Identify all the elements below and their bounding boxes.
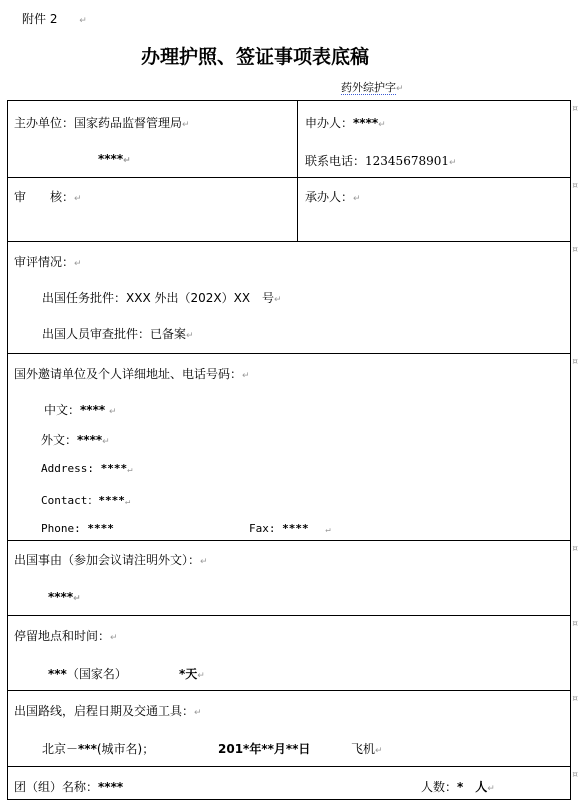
document-subtitle-text: 药外综护字 bbox=[341, 81, 396, 94]
invite-phone bbox=[41, 522, 114, 535]
phone-label: 联系电话： bbox=[305, 154, 366, 168]
invite-contact-label: Contact： bbox=[41, 494, 99, 507]
sponsor-stars bbox=[98, 152, 131, 166]
reason-label bbox=[14, 551, 208, 568]
return-mark: ↵ bbox=[375, 746, 383, 756]
invite-phone-value: **** bbox=[87, 522, 114, 535]
people-field bbox=[421, 778, 495, 795]
route-label-text: 出国路线，启程日期及交通工具： bbox=[14, 704, 195, 718]
row-end-mark: ¤ bbox=[572, 544, 578, 554]
invite-foreign bbox=[41, 431, 110, 448]
row-divider bbox=[7, 241, 571, 242]
sponsor-stars-text: **** bbox=[98, 152, 124, 166]
invite-foreign-value: **** bbox=[77, 433, 103, 447]
reason-value-text: **** bbox=[48, 590, 74, 604]
document-subtitle bbox=[341, 79, 404, 95]
sponsor-label: 主办单位： bbox=[14, 116, 75, 130]
group-field bbox=[14, 778, 123, 795]
sponsor-value: 国家药品监督管理局 bbox=[74, 116, 183, 130]
applicant-field bbox=[305, 114, 386, 131]
review-field bbox=[14, 188, 82, 205]
return-mark: ↵ bbox=[182, 120, 190, 130]
group-label: 团（组）名称： bbox=[14, 780, 99, 794]
invite-chinese bbox=[44, 401, 117, 418]
return-mark: ↵ bbox=[110, 633, 118, 643]
invite-address-value: **** bbox=[100, 462, 128, 475]
phone-value: 12345678901 bbox=[365, 154, 449, 168]
group-value: **** bbox=[98, 780, 124, 794]
return-mark: ↵ bbox=[124, 497, 131, 507]
document-title-text: 办理护照、签证事项表底稿 bbox=[141, 46, 370, 68]
row-divider bbox=[7, 177, 571, 178]
route-date bbox=[218, 740, 310, 757]
stay-label-text: 停留地点和时间： bbox=[14, 629, 111, 643]
row-end-mark: ¤ bbox=[572, 694, 578, 704]
attachment-text: 附件 2 bbox=[22, 12, 58, 26]
table-border-bottom bbox=[7, 799, 571, 800]
stay-country-hint: （国家名） bbox=[66, 667, 127, 681]
table-border-left bbox=[7, 100, 8, 800]
return-mark: ↵ bbox=[127, 465, 133, 475]
row-end-mark: ¤ bbox=[572, 619, 578, 629]
handler-label: 承办人： bbox=[305, 190, 354, 204]
invite-chinese-value: **** bbox=[80, 403, 106, 417]
handler-field bbox=[305, 188, 361, 205]
table-border-right bbox=[570, 100, 571, 800]
route-city-hint: (城市名)； bbox=[96, 742, 155, 756]
invite-address bbox=[41, 462, 133, 475]
return-mark: ↵ bbox=[123, 156, 131, 166]
invite-contact bbox=[41, 492, 130, 508]
return-mark: ↵ bbox=[487, 784, 495, 794]
row-end-mark: ¤ bbox=[572, 104, 578, 114]
return-mark: ↵ bbox=[197, 671, 205, 681]
invite-chinese-label: 中文： bbox=[44, 403, 81, 417]
task-approval bbox=[42, 289, 282, 306]
return-mark: ↵ bbox=[449, 158, 457, 168]
stay-country-stars: *** bbox=[48, 667, 67, 681]
return-mark: ↵ bbox=[242, 371, 250, 381]
return-mark: ↵ bbox=[194, 708, 202, 718]
review-label: 审 核： bbox=[14, 190, 75, 204]
return-mark: ↵ bbox=[79, 16, 87, 26]
invite-contact-value: **** bbox=[98, 494, 125, 507]
return-mark: ↵ bbox=[378, 120, 386, 130]
row-end-mark: ¤ bbox=[572, 357, 578, 367]
reason-value bbox=[48, 590, 81, 604]
route-origin bbox=[42, 740, 154, 757]
route-label bbox=[14, 702, 202, 719]
route-city-stars: *** bbox=[78, 742, 97, 756]
evaluation-label bbox=[14, 253, 82, 270]
route-from: 北京－ bbox=[42, 742, 79, 756]
return-mark: ↵ bbox=[200, 557, 208, 567]
return-mark: ↵ bbox=[108, 407, 117, 417]
return-mark: ↵ bbox=[396, 84, 404, 94]
people-label: 人数： bbox=[421, 780, 458, 794]
invite-address-label: Address: bbox=[41, 462, 94, 475]
row-divider bbox=[7, 615, 571, 616]
stay-days bbox=[179, 665, 205, 682]
table-column-divider bbox=[297, 100, 298, 241]
staff-review bbox=[42, 325, 194, 342]
invite-foreign-label: 外文： bbox=[41, 433, 78, 447]
invite-fax-value: **** bbox=[282, 522, 309, 535]
applicant-label: 申办人： bbox=[305, 116, 354, 130]
attachment-label bbox=[22, 10, 87, 27]
route-transport bbox=[351, 740, 383, 757]
applicant-value: **** bbox=[353, 116, 379, 130]
phone-field bbox=[305, 152, 457, 169]
return-mark: ↵ bbox=[353, 194, 361, 204]
row-divider bbox=[7, 766, 571, 767]
row-divider bbox=[7, 353, 571, 354]
sponsor-field bbox=[14, 114, 190, 131]
return-mark: ↵ bbox=[274, 295, 282, 305]
row-end-mark: ¤ bbox=[572, 181, 578, 191]
return-mark: ↵ bbox=[325, 525, 331, 535]
route-date-text: 201*年**月**日 bbox=[218, 742, 311, 756]
invite-fax-label: Fax: bbox=[249, 522, 276, 535]
return-mark: ↵ bbox=[74, 259, 82, 269]
return-mark: ↵ bbox=[74, 194, 82, 204]
people-value: * 人 bbox=[457, 780, 488, 794]
row-end-mark: ¤ bbox=[572, 245, 578, 255]
invite-fax bbox=[249, 522, 331, 535]
invite-phone-label: Phone: bbox=[41, 522, 81, 535]
invite-label-text: 国外邀请单位及个人详细地址、电话号码： bbox=[14, 367, 243, 381]
stay-label bbox=[14, 627, 118, 644]
table-border-top bbox=[7, 100, 571, 101]
return-mark: ↵ bbox=[186, 331, 194, 341]
row-divider bbox=[7, 690, 571, 691]
task-approval-text: 出国任务批件：XXX 外出（202X）XX 号 bbox=[42, 291, 275, 305]
document-title bbox=[141, 42, 369, 69]
return-mark: ↵ bbox=[102, 437, 110, 447]
stay-days-text: *天 bbox=[179, 667, 198, 681]
row-end-mark: ¤ bbox=[572, 770, 578, 780]
row-divider bbox=[7, 540, 571, 541]
reason-label-text: 出国事由（参加会议请注明外文）： bbox=[14, 553, 201, 567]
stay-country bbox=[48, 665, 127, 682]
return-mark: ↵ bbox=[73, 594, 81, 604]
invite-label bbox=[14, 365, 250, 382]
route-transport-text: 飞机 bbox=[351, 742, 376, 756]
evaluation-label-text: 审评情况： bbox=[14, 255, 75, 269]
staff-review-text: 出国人员审查批件：已备案 bbox=[42, 327, 187, 341]
